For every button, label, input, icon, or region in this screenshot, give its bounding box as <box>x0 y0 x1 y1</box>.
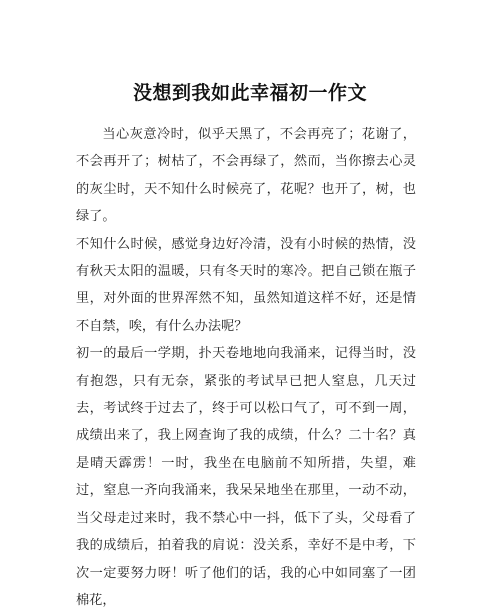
paragraph-1: 当心灰意冷时，似乎天黑了，不会再亮了；花谢了，不会再开了；树枯了，不会再绿了，然而，当你擦去心灵的灰尘时，天不知什么时候亮了，花呢？也开了，树，也绿了。 <box>76 127 416 225</box>
document-title: 没想到我如此幸福初一作文 <box>132 82 367 104</box>
paragraph-3: 初一的最后一学期，扑天卷地地向我涌来，记得当时，没有抱怨，只有无奈，紧张的考试早已把人窒息，几天过去，考试终于过去了，终于可以松口气了，可不到一周，成绩出来了，我上网查询了我的成绩，什么？二十名？真是晴天霹雳！一时，我坐在电脑前不知所措，失望，难过，窒息一齐向我涌来，我呆呆地坐在那里，一动不动，当父母走过来时，我不禁心中一抖，低下了头，父母看了我的成绩后，拍着我的肩说：没关系，幸好不是中考，下次一定要努力呀！听了他们的话，我的心中如同塞了一团棉花， <box>76 346 416 608</box>
document-body <box>76 121 416 614</box>
paragraph-2: 不知什么时候，感觉身边好冷清，没有小时候的热情，没有秋天太阳的温暖，只有冬天时的寒冷。把自己锁在瓶子里，对外面的世界浑然不知，虽然知道这样不好，还是情不自禁，唉，有什么办法呢？ <box>76 236 416 334</box>
